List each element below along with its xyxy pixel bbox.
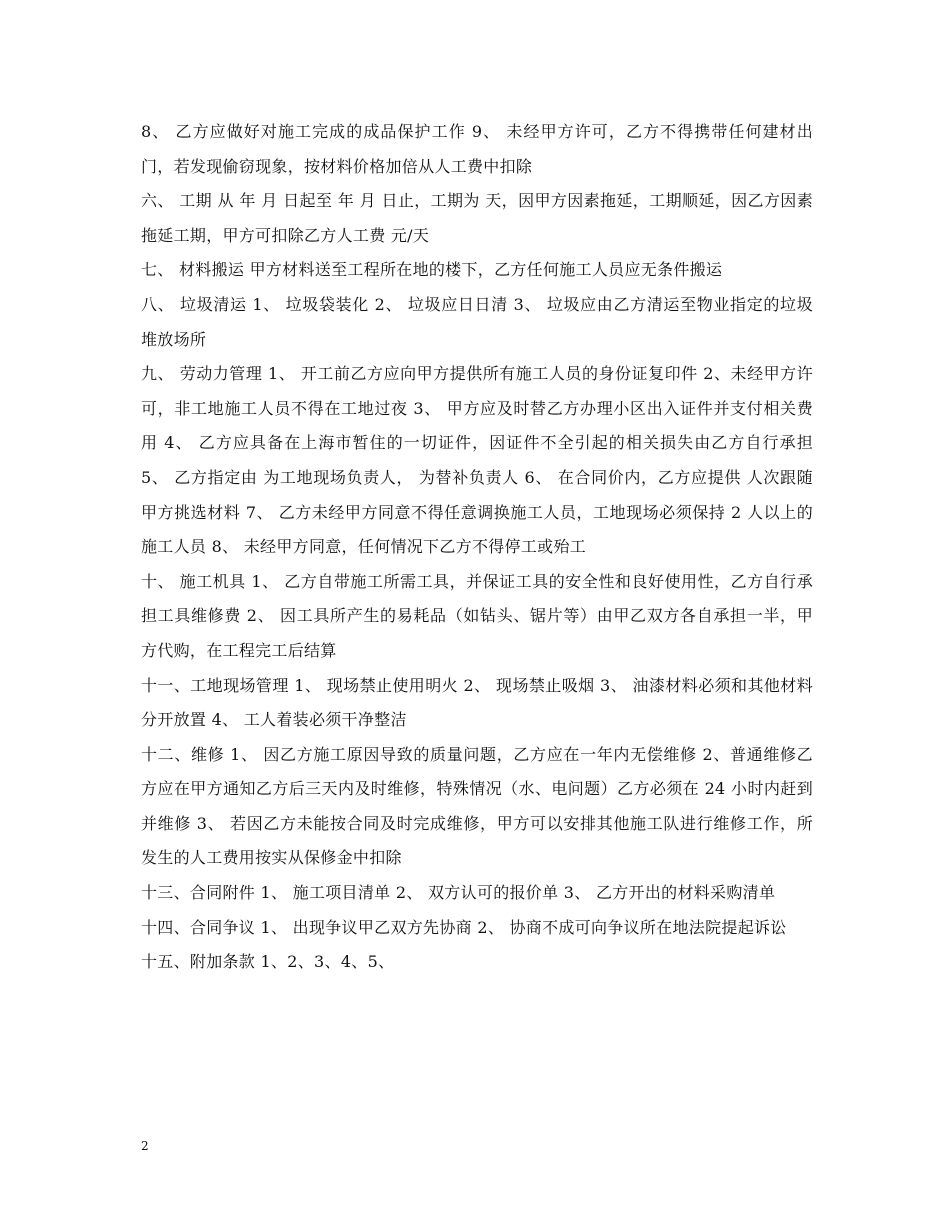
page-number: 2: [141, 1139, 149, 1153]
paragraph-waste-removal: 八、 垃圾清运 1、 垃圾袋装化 2、 垃圾应日日清 3、 垃圾应由乙方清运至物业指定的垃圾堆放场所: [141, 294, 813, 349]
paragraph-labor-management: 九、 劳动力管理 1、 开工前乙方应向甲方提供所有施工人员的身份证复印件 2、未经甲方许可，非工地施工人员不得在工地过夜 3、 甲方应及时替乙方办理小区出入证件并支付相关费用 4、 乙方应具备在上海市暂住的一切证件，因证件不全引起的相关损失由乙方自行承担 5、 乙方指定由 为工地现场负责人， 为替补负责人 6、 在合同价内，乙方应提供 人次跟随甲方挑选材料 7、 乙方未经甲方同意不得任意调换施工人员，工地现场必须保持 2 人以上的施工人员 8、 未经甲方同意，任何情况下乙方不得停工或殆工: [141, 364, 813, 557]
paragraph-site-management: 十一、工地现场管理 1、 现场禁止使用明火 2、 现场禁止吸烟 3、 油漆材料必须和其他材料分开放置 4、 工人着装必须干净整洁: [141, 675, 813, 730]
paragraph-construction-tools: 十、 施工机具 1、 乙方自带施工所需工具，并保证工具的安全性和良好使用性，乙方自行承担工具维修费 2、 因工具所产生的易耗品（如钻头、锯片等）由甲乙双方各自承担一半，甲方代购，在工程完工后结算: [141, 571, 813, 660]
paragraph-contract-attachments: 十三、合同附件 1、 施工项目清单 2、 双方认可的报价单 3、 乙方开出的材料采购清单: [141, 883, 776, 903]
paragraph-clause-8-9: 8、 乙方应做好对施工完成的成品保护工作 9、 未经甲方许可，乙方不得携带任何建材出门，若发现偷窃现象，按材料价格加倍从人工费中扣除: [141, 122, 813, 176]
paragraph-maintenance: 十二、维修 1、 因乙方施工原因导致的质量问题，乙方应在一年内无偿维修 2、普通维修乙方应在甲方通知乙方后三天内及时维修，特殊情况（水、电问题）乙方必须在 24 小时内赶到并维修 3、 若因乙方未能按合同及时完成维修，甲方可以安排其他施工队进行维修工作，所发生的人工费用按实从保修金中扣除: [141, 744, 813, 868]
paragraph-contract-disputes: 十四、合同争议 1、 出现争议甲乙双方先协商 2、 协商不成可向争议所在地法院提起诉讼: [141, 917, 787, 937]
document-body: [141, 115, 813, 980]
paragraph-additional-terms: 十五、附加条款 1、2、3、4、5、: [141, 952, 395, 972]
paragraph-material-handling: 七、 材料搬运 甲方材料送至工程所在地的楼下，乙方任何施工人员应无条件搬运: [141, 260, 723, 280]
paragraph-construction-period: 六、 工期 从 年 月 日起至 年 月 日止，工期为 天，因甲方因素拖延，工期顺延，因乙方因素拖延工期，甲方可扣除乙方人工费 元/天: [141, 191, 813, 245]
